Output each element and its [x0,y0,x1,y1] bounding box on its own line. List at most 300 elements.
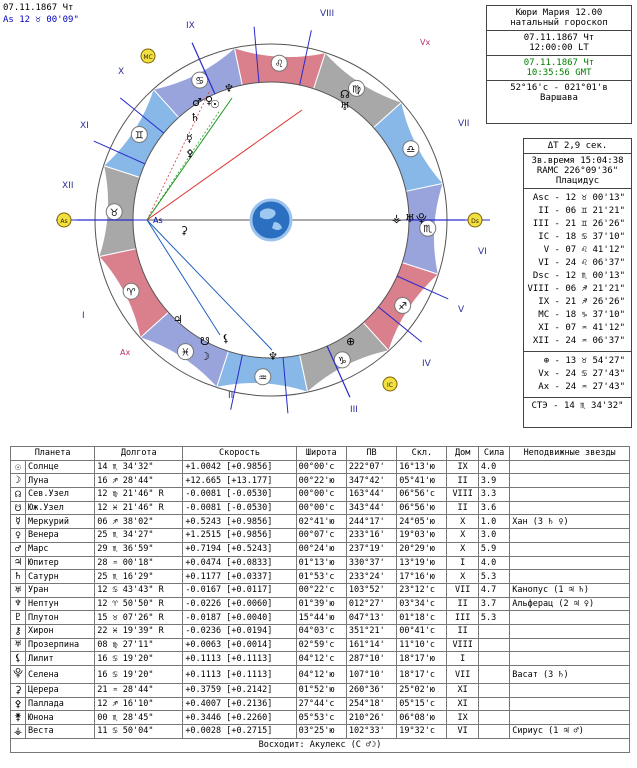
coordinates: 52°16'с - 021°01'в [510,83,608,93]
cell-lat: 00°00'с [296,488,346,502]
cell-star: Хан (3 ♄ ♀) [510,515,630,529]
cell-dec: 05°15'с [397,697,447,711]
sidereal-time: Зв.время 15:04:38 [531,156,624,166]
cell-star [510,529,630,543]
cell-star [510,652,630,666]
natal-chart-wheel [50,0,520,440]
angle-label-as: As [60,218,68,225]
selena-glyph: ⯓ [416,212,427,225]
house-number: VII [458,119,470,129]
cusp-list [524,189,631,352]
cell-power: 5.9 [478,542,509,556]
cell-star [510,474,630,488]
cell-g: ☉ [11,460,26,474]
table-row [11,597,630,611]
house-number: X [118,67,125,77]
cell-lon: 12 ♐ 16'10" [95,697,183,711]
cell-lat: 04°12'ю [296,666,346,684]
cell-name: Сатурн [26,570,95,584]
sign-glyph: ♓ [181,347,190,359]
cell-star: Васат (3 ♄) [510,666,630,684]
cell-house: I [447,556,478,570]
cell-ra: 233°24' [346,570,396,584]
cell-dec: 03°34'с [397,597,447,611]
rising-star-footer: Восходит: Акулекс (С ♂☽) [10,739,630,753]
cell-g: ♇ [11,611,26,625]
cusp-row: XI - 07 ♒ 41'12" [538,323,625,333]
col-planet: Планета [11,447,95,461]
cell-speed: +1.2515 [+0.9856] [183,529,296,543]
table-row [11,638,630,652]
sign-glyph: ♉ [109,207,119,219]
ste-point: СТЭ - 14 ♏ 34'32" [531,401,624,411]
cell-ra: 347°42' [346,474,396,488]
cell-speed: -0.0081 [-0.0530] [183,488,296,502]
cell-ra: 343°44' [346,501,396,515]
sign-glyph: ♒ [258,372,268,384]
cell-speed: +0.3446 [+0.2260] [183,711,296,725]
sign-glyph: ♌ [274,59,284,71]
cell-lon: 12 ♍ 21'46" R [95,488,183,502]
cell-name: Юпитер [26,556,95,570]
cell-star: Канопус (1 ♃ ♄) [510,583,630,597]
cell-house: X [447,529,478,543]
cell-name: Марс [26,542,95,556]
cell-g: ♅ [11,583,26,597]
cell-lon: 14 ♏ 34'32" [95,460,183,474]
cell-power [478,666,509,684]
cell-dec: 23°12'с [397,583,447,597]
cell-name: Меркурий [26,515,95,529]
ramc: RAMC 226°09'36" [536,166,619,176]
cell-lon: 25 ♏ 34'27" [95,529,183,543]
cell-ra: 163°44' [346,488,396,502]
cell-power: 5.3 [478,570,509,584]
cell-speed: +0.3759 [+0.2142] [183,684,296,698]
cusp-row: MC - 18 ♑ 37'10" [538,310,625,320]
cell-speed: +0.0028 [+0.2715] [183,725,296,739]
cell-ra: 244°17' [346,515,396,529]
proserpina-glyph: ♅ [340,100,350,113]
cell-name: Плутон [26,611,95,625]
house-number: VIII [320,9,335,19]
cell-g: ☋ [11,501,26,515]
cell-house: X [447,570,478,584]
cell-speed: +0.0063 [+0.0014] [183,638,296,652]
cell-lat: 01°52'ю [296,684,346,698]
cell-lon: 21 ♒ 28'44" [95,684,183,698]
cell-name: Солнце [26,460,95,474]
cell-house: X [447,542,478,556]
table-row [11,611,630,625]
cell-star [510,542,630,556]
cell-speed: +0.1113 [+0.1113] [183,666,296,684]
cell-g: ⚶ [11,725,26,739]
table-row [11,725,630,739]
cell-name: Церера [26,684,95,698]
col-declination: Скл. [397,447,447,461]
cell-ra: 260°36' [346,684,396,698]
cusp-row: IC - 18 ♋ 37'10" [538,232,625,242]
angle-label-ic: IC [387,382,393,389]
south-node-glyph: ☋ [200,335,210,348]
cell-lon: 22 ♓ 19'39" R [95,624,183,638]
cell-house: VII [447,583,478,597]
cell-ra: 047°13' [346,611,396,625]
cusp-row: VIII - 06 ♐ 21'21" [527,284,625,294]
cusp-row: IX - 21 ♐ 26'26" [538,297,625,307]
col-power: Сила [478,447,509,461]
earth-icon [251,200,291,240]
cell-dec: 05°41'ю [397,474,447,488]
cell-ra: 102°33' [346,725,396,739]
cell-lat: 01°39'ю [296,597,346,611]
table-row [11,583,630,597]
cell-house: XI [447,697,478,711]
angle-label-vx: Vx [420,38,431,47]
cell-g: ☽ [11,474,26,488]
cell-name: Уран [26,583,95,597]
cell-lat: 03°25'ю [296,725,346,739]
cell-power: 4.0 [478,556,509,570]
cell-star: Альферац (2 ♃ ♀) [510,597,630,611]
cell-lat: 04°03'с [296,624,346,638]
cusp-row: III - 21 ♊ 26'26" [532,219,625,229]
cell-dec: 06°56'с [397,488,447,502]
cell-lon: 12 ♋ 43'43" R [95,583,183,597]
cell-house: X [447,515,478,529]
cell-g: ⚵ [11,711,26,725]
cell-house: XI [447,684,478,698]
cell-dec: 13°19'ю [397,556,447,570]
cell-ra: 222°07' [346,460,396,474]
city: Варшава [540,93,578,103]
cell-power: 1.0 [478,515,509,529]
cell-house: III [447,611,478,625]
cell-lon: 11 ♋ 50'04" [95,725,183,739]
cell-power [478,624,509,638]
table-row [11,488,630,502]
cell-power [478,725,509,739]
cell-house: II [447,474,478,488]
cell-lon: 16 ♋ 19'20" [95,652,183,666]
table-row [11,515,630,529]
cell-power: 3.7 [478,597,509,611]
venus-glyph: ♀ [205,94,214,107]
cell-g: ⚷ [11,624,26,638]
cell-power: 3.3 [478,488,509,502]
cell-star [510,638,630,652]
cell-g: ⚴ [11,697,26,711]
house-number: XII [62,181,74,191]
cell-name: Юнона [26,711,95,725]
cell-lat: 01°53'с [296,570,346,584]
table-row [11,711,630,725]
cell-house: II [447,597,478,611]
table-row [11,474,630,488]
angle-label-ds: Ds [471,218,479,225]
cell-speed: -0.0226 [+0.0060] [183,597,296,611]
jupiter-glyph: ♃ [173,313,183,326]
cell-dec: 24°05'ю [397,515,447,529]
cell-power: 3.6 [478,501,509,515]
cell-star [510,556,630,570]
point-row: Vx - 24 ♋ 27'43" [538,369,625,379]
cell-name: Паллада [26,697,95,711]
cell-power [478,638,509,652]
cell-house: I [447,652,478,666]
cell-lon: 28 ♒ 00'18" [95,556,183,570]
cell-dec: 18°17'с [397,666,447,684]
cell-lat: 00°00'с [296,501,346,515]
ceres-glyph: ⚳ [180,224,189,237]
sign-glyph: ♏ [423,224,433,236]
pallas-glyph: ⚴ [186,147,195,160]
table-row [11,460,630,474]
cell-lon: 16 ♋ 19'20" [95,666,183,684]
cell-name: Венера [26,529,95,543]
cell-dec: 11°10'с [397,638,447,652]
saturn-glyph: ♄ [190,111,200,124]
cell-ra: 330°37' [346,556,396,570]
cell-star [510,501,630,515]
point-row: ⊕ - 13 ♉ 54'27" [543,356,625,366]
cell-g: ☿ [11,515,26,529]
cell-dec: 18°17'ю [397,652,447,666]
cell-g: ⚳ [11,684,26,698]
sign-glyph: ♑ [337,355,347,367]
cusp-row: XII - 24 ♒ 06'37" [532,336,625,346]
cell-speed: -0.0081 [-0.0530] [183,501,296,515]
sign-glyph: ♈ [126,287,136,299]
house-number: II [228,391,234,401]
cell-dec: 06°56'ю [397,501,447,515]
cell-ra: 254°18' [346,697,396,711]
cell-lat: 02°41'ю [296,515,346,529]
local-time: 12:00:00 LT [529,43,589,53]
cell-ra: 210°26' [346,711,396,725]
cell-dec: 00°41'с [397,624,447,638]
col-ra: ПВ [346,447,396,461]
cell-g: ♄ [11,570,26,584]
cell-ra: 012°27' [346,597,396,611]
houses-panel [523,138,632,428]
cell-star [510,460,630,474]
cell-lon: 00 ♏ 28'45" [95,711,183,725]
gmt-time: 10:35:56 GMT [526,68,592,78]
angle-label-mc: MC [143,54,153,61]
sun-glyph: ☉ [210,98,220,111]
cusp-row: Dsc - 12 ♏ 00'13" [532,271,625,281]
sign-glyph: ♊ [134,130,144,142]
cell-ra: 233°16' [346,529,396,543]
cell-power [478,652,509,666]
table-row [11,556,630,570]
cell-g: ⯓ [11,666,26,684]
cell-g: ☊ [11,488,26,502]
cell-name: Сев.Узел [26,488,95,502]
cell-house: VIII [447,638,478,652]
cell-name: Луна [26,474,95,488]
house-number: I [82,311,85,321]
sign-glyph: ♎ [406,144,416,156]
cell-lat: 15°44'ю [296,611,346,625]
cusp-row: V - 07 ♌ 41'12" [543,245,625,255]
cell-lat: 00°22'с [296,583,346,597]
delta-t: ΔT 2,9 сек. [524,139,631,154]
cell-dec: 17°16'ю [397,570,447,584]
neptune-glyph: ♆ [224,82,234,95]
cell-dec: 25°02'ю [397,684,447,698]
moon-glyph: ☽ [200,350,210,363]
cell-name: Нептун [26,597,95,611]
ascendant-summary: As 12 ♉ 00'09" [3,15,79,25]
cell-speed: +0.4007 [+0.2136] [183,697,296,711]
cell-lon: 08 ♍ 27'11" [95,638,183,652]
cell-g: ♀ [11,529,26,543]
cell-star [510,570,630,584]
cell-house: II [447,501,478,515]
cell-g: ♆ [11,597,26,611]
col-speed: Скорость [183,447,296,461]
cell-lon: 16 ♐ 28'44" [95,474,183,488]
cell-dec: 19°03'ю [397,529,447,543]
cell-ra: 351°21' [346,624,396,638]
cell-lon: 15 ♉ 07'26" R [95,611,183,625]
gmt-date: 07.11.1867 Чт [523,58,595,68]
cusp-row: Asc - 12 ♉ 00'13" [532,193,625,203]
cell-power [478,711,509,725]
cell-dec: 01°18'с [397,611,447,625]
cell-speed: -0.0167 [+0.0117] [183,583,296,597]
house-number: V [458,305,465,315]
uranus-glyph: ♅ [405,212,415,225]
cell-speed: +1.0042 [+0.9856] [183,460,296,474]
col-latitude: Широта [296,447,346,461]
table-row [11,624,630,638]
cell-ra: 107°10' [346,666,396,684]
part-of-fortune-glyph: ⊕ [346,335,356,348]
cell-power: 4.0 [478,460,509,474]
cell-power: 3.9 [478,474,509,488]
cell-lat: 00°24'ю [296,542,346,556]
cell-speed: +0.0474 [+0.0833] [183,556,296,570]
table-row [11,542,630,556]
cell-star [510,697,630,711]
table-row [11,570,630,584]
cell-lat: 00°22'ю [296,474,346,488]
cell-lat: 00°00'с [296,460,346,474]
table-row [11,666,630,684]
cell-power: 5.3 [478,611,509,625]
cell-name: Селена [26,666,95,684]
cell-house: VI [447,725,478,739]
cell-speed: +0.1113 [+0.1113] [183,652,296,666]
cell-power: 3.0 [478,529,509,543]
cell-ra: 287°10' [346,652,396,666]
sign-glyph: ♋ [195,76,205,88]
cell-name: Хирон [26,624,95,638]
table-row [11,501,630,515]
cell-house: II [447,624,478,638]
planets-table-panel [10,446,630,753]
cell-star [510,711,630,725]
chart-type: натальный гороскоп [510,18,608,28]
cell-lat: 04°12'с [296,652,346,666]
mercury-glyph: ☿ [186,132,193,145]
table-row [11,684,630,698]
cell-lat: 27°44'с [296,697,346,711]
mars-glyph: ♂ [192,96,202,109]
cell-speed: +12.665 [+13.177] [183,474,296,488]
cell-speed: -0.0236 [+0.0194] [183,624,296,638]
cell-power: 4.7 [478,583,509,597]
cell-ra: 103°52' [346,583,396,597]
point-row: Ax - 24 ♒ 27'43" [538,382,625,392]
col-longitude: Долгота [95,447,183,461]
cell-dec: 06°08'ю [397,711,447,725]
person-name: Кюри Мария 12.00 [515,8,603,18]
cell-g: ♂ [11,542,26,556]
time-block [524,154,631,189]
col-fixed-stars: Неподвижные звезды [510,447,630,461]
col-house: Дом [447,447,478,461]
table-header-row [11,447,630,461]
cell-g: ♃ [11,556,26,570]
local-date: 07.11.1867 Чт [523,33,595,43]
cusp-row: VI - 24 ♌ 06'37" [538,258,625,268]
planets-table-body [11,460,630,738]
cusp-row: II - 06 ♊ 21'21" [538,206,625,216]
cell-dec: 19°32'с [397,725,447,739]
cell-speed: -0.0187 [+0.0040] [183,611,296,625]
cell-house: IX [447,711,478,725]
table-row [11,697,630,711]
cell-lon: 12 ♓ 21'46" R [95,501,183,515]
cell-star [510,684,630,698]
house-number: IV [422,359,431,369]
cell-g: ⚸ [11,652,26,666]
chart-date: 07.11.1867 Чт [3,3,74,13]
cell-ra: 161°14' [346,638,396,652]
cell-star [510,488,630,502]
cell-star [510,624,630,638]
vesta-glyph: ⚶ [392,212,402,225]
house-system: Плацидус [555,176,600,186]
cell-lon: 12 ♈ 50'50" R [95,597,183,611]
cell-lon: 29 ♏ 36'59" [95,542,183,556]
cell-name: Прозерпина [26,638,95,652]
cell-name: Юж.Узел [26,501,95,515]
lilith-glyph: ⚸ [222,332,231,345]
house-number: VI [478,247,487,257]
chiron-glyph: ♆ [268,350,278,363]
sign-glyph: ♐ [398,301,408,313]
house-number: XI [80,121,89,131]
cell-power [478,684,509,698]
cell-g: ♅ [11,638,26,652]
cell-speed: +0.5243 [+0.9856] [183,515,296,529]
cell-ra: 237°19' [346,542,396,556]
cell-star [510,611,630,625]
cell-speed: +0.1177 [+0.0337] [183,570,296,584]
cell-lat: 00°07'с [296,529,346,543]
table-row [11,529,630,543]
cell-name: Веста [26,725,95,739]
points-list [524,352,631,398]
angle-label-ax: Ax [120,348,131,357]
cell-star: Сириус (1 ♃ ♂) [510,725,630,739]
